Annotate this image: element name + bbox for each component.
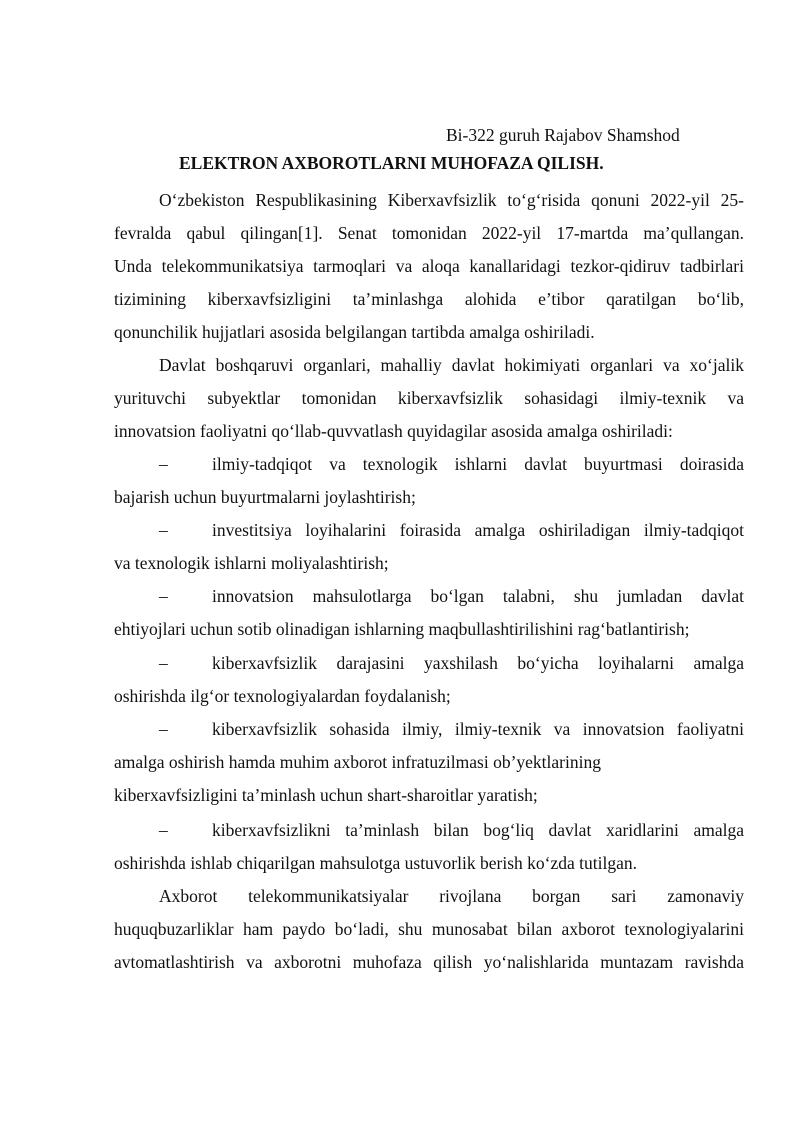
bullet-dash: – <box>159 820 168 840</box>
bullet-line: ehtiyojlari uchun sotib olinadigan ishlarning maqbullashtirilishini rag‘batlantirish; <box>114 619 690 639</box>
bullet-dash: – <box>159 586 168 606</box>
bullet-line: bajarish uchun buyurtmalarni joylashtirish; <box>114 487 416 507</box>
paragraph-3-line: avtomatlashtirish va axborotni muhofaza qilish yo‘nalishlarida muntazam ravishda <box>114 952 744 972</box>
paragraph-1-line: O‘zbekiston Respublikasining Kiberxavfsizlik to‘g‘risida qonuni 2022-yil 25- <box>159 190 744 210</box>
paragraph-3-line: Axborot telekommunikatsiyalar rivojlana borgan sari zamonaviy <box>159 886 744 906</box>
document-title: ELEKTRON AXBOROTLARNI MUHOFAZA QILISH. <box>179 153 604 173</box>
paragraph-2-line: yurituvchi subyektlar tomonidan kiberxavfsizlik sohasidagi ilmiy-texnik va <box>114 388 744 408</box>
paragraph-1-line: qonunchilik hujjatlari asosida belgilangan tartibda amalga oshiriladi. <box>114 322 595 342</box>
bullet-dash: – <box>159 719 168 739</box>
paragraph-2-line: Davlat boshqaruvi organlari, mahalliy davlat hokimiyati organlari va xo‘jalik <box>159 355 744 375</box>
bullet-dash: – <box>159 653 168 673</box>
bullet-line: kiberxavfsizligini ta’minlash uchun shart-sharoitlar yaratish; <box>114 785 538 805</box>
paragraph-1-line: Unda telekommunikatsiya tarmoqlari va aloqa kanallaridagi tezkor-qidiruv tadbirlari <box>114 256 744 276</box>
bullet-line: oshirishda ishlab chiqarilgan mahsulotga ustuvorlik berish ko‘zda tutilgan. <box>114 853 637 873</box>
bullet-line: oshirishda ilg‘or texnologiyalardan foydalanish; <box>114 686 451 706</box>
author-line: Bi-322 guruh Rajabov Shamshod <box>446 125 680 145</box>
bullet-line: investitsiya loyihalarini foirasida amalga oshiriladigan ilmiy-tadqiqot <box>212 520 744 540</box>
bullet-line: ilmiy-tadqiqot va texnologik ishlarni davlat buyurtmasi doirasida <box>212 454 744 474</box>
bullet-line: innovatsion mahsulotlarga bo‘lgan talabni, shu jumladan davlat <box>212 586 744 606</box>
paragraph-2-line: innovatsion faoliyatni qo‘llab-quvvatlash quyidagilar asosida amalga oshiriladi: <box>114 421 673 441</box>
paragraph-3-line: huquqbuzarliklar ham paydo bo‘ladi, shu munosabat bilan axborot texnologiyalarini <box>114 919 744 939</box>
bullet-line: va texnologik ishlarni moliyalashtirish; <box>114 553 389 573</box>
bullet-line: amalga oshirish hamda muhim axborot infratuzilmasi ob’yektlarining <box>114 752 601 772</box>
bullet-dash: – <box>159 454 168 474</box>
bullet-line: kiberxavfsizlik darajasini yaxshilash bo‘yicha loyihalarni amalga <box>212 653 744 673</box>
bullet-line: kiberxavfsizlik sohasida ilmiy, ilmiy-texnik va innovatsion faoliyatni <box>212 719 744 739</box>
paragraph-1-line: tizimining kiberxavfsizligini ta’minlashga alohida e’tibor qaratilgan bo‘lib, <box>114 289 744 309</box>
bullet-dash: – <box>159 520 168 540</box>
paragraph-1-line: fevralda qabul qilingan[1]. Senat tomonidan 2022-yil 17-martda ma’qullangan. <box>114 223 744 243</box>
bullet-line: kiberxavfsizlikni ta’minlash bilan bog‘liq davlat xaridlarini amalga <box>212 820 744 840</box>
